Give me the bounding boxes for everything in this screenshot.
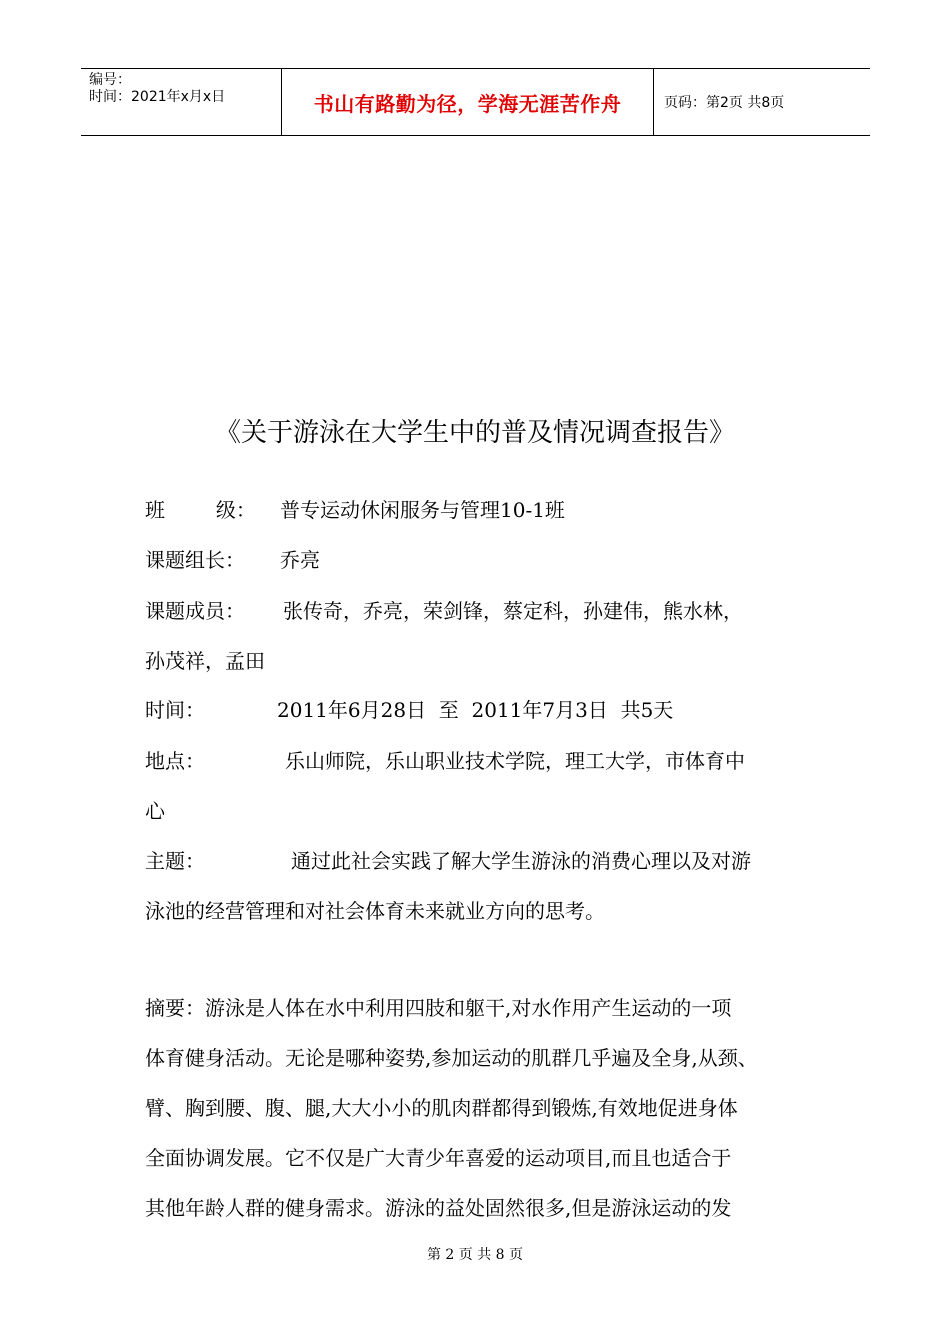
field-place-value-line2: 心 bbox=[145, 799, 165, 823]
field-place-label: 地点： bbox=[145, 749, 205, 773]
header-number-label: 编号： bbox=[89, 72, 131, 88]
field-class-label: 班 级： bbox=[145, 498, 256, 522]
field-time bbox=[145, 694, 674, 723]
field-leader-label: 课题组长： bbox=[145, 548, 245, 572]
document-title: 《关于游泳在大学生中的普及情况调查报告》 bbox=[214, 418, 735, 448]
field-class bbox=[145, 494, 565, 523]
page-footer: 第 2 页 共 8 页 bbox=[426, 1247, 524, 1263]
header-meta-cell bbox=[81, 69, 282, 135]
field-members-value-line1: 张传奇，乔亮，荣剑锋，蔡定科，孙建伟，熊水林， bbox=[283, 599, 743, 623]
abstract-line: 摘要：游泳是人体在水中利用四肢和躯干,对水作用产生运动的一项 bbox=[145, 996, 732, 1020]
field-time-label: 时间： bbox=[145, 698, 205, 722]
header-motto: 书山有路勤为径，学海无涯苦作舟 bbox=[282, 69, 654, 135]
field-leader-value: 乔亮 bbox=[280, 548, 320, 572]
abstract-line: 全面协调发展。它不仅是广大青少年喜爱的运动项目,而且也适合于 bbox=[145, 1146, 732, 1170]
page-header bbox=[81, 68, 870, 136]
field-theme-label: 主题： bbox=[145, 849, 205, 873]
field-theme bbox=[145, 845, 751, 874]
field-place-value-line1: 乐山师院，乐山职业技术学院，理工大学，市体育中 bbox=[285, 749, 745, 773]
field-leader bbox=[145, 544, 320, 573]
field-place bbox=[145, 745, 745, 774]
field-members-value-line2: 孙茂祥，孟田 bbox=[145, 649, 265, 673]
field-members-label: 课题成员： bbox=[145, 599, 245, 623]
header-page-info: 页码：第2页 共8页 bbox=[664, 95, 785, 111]
field-time-value: 2011年6月28日 至 2011年7月3日 共5天 bbox=[277, 698, 674, 722]
field-members bbox=[145, 595, 743, 624]
abstract-line: 体育健身活动。无论是哪种姿势,参加运动的肌群几乎遍及全身,从颈、 bbox=[145, 1046, 758, 1070]
field-class-value: 普专运动休闲服务与管理10-1班 bbox=[280, 498, 565, 522]
header-time-label: 时间：2021年x月x日 bbox=[89, 89, 226, 105]
abstract-line: 其他年龄人群的健身需求。游泳的益处固然很多,但是游泳运动的发 bbox=[145, 1196, 732, 1220]
abstract-line: 臂、胸到腰、腹、腿,大大小小的肌肉群都得到锻炼,有效地促进身体 bbox=[145, 1096, 738, 1120]
field-theme-value-line1: 通过此社会实践了解大学生游泳的消费心理以及对游 bbox=[291, 849, 751, 873]
field-theme-value-line2: 泳池的经营管理和对社会体育未来就业方向的思考。 bbox=[145, 899, 605, 923]
